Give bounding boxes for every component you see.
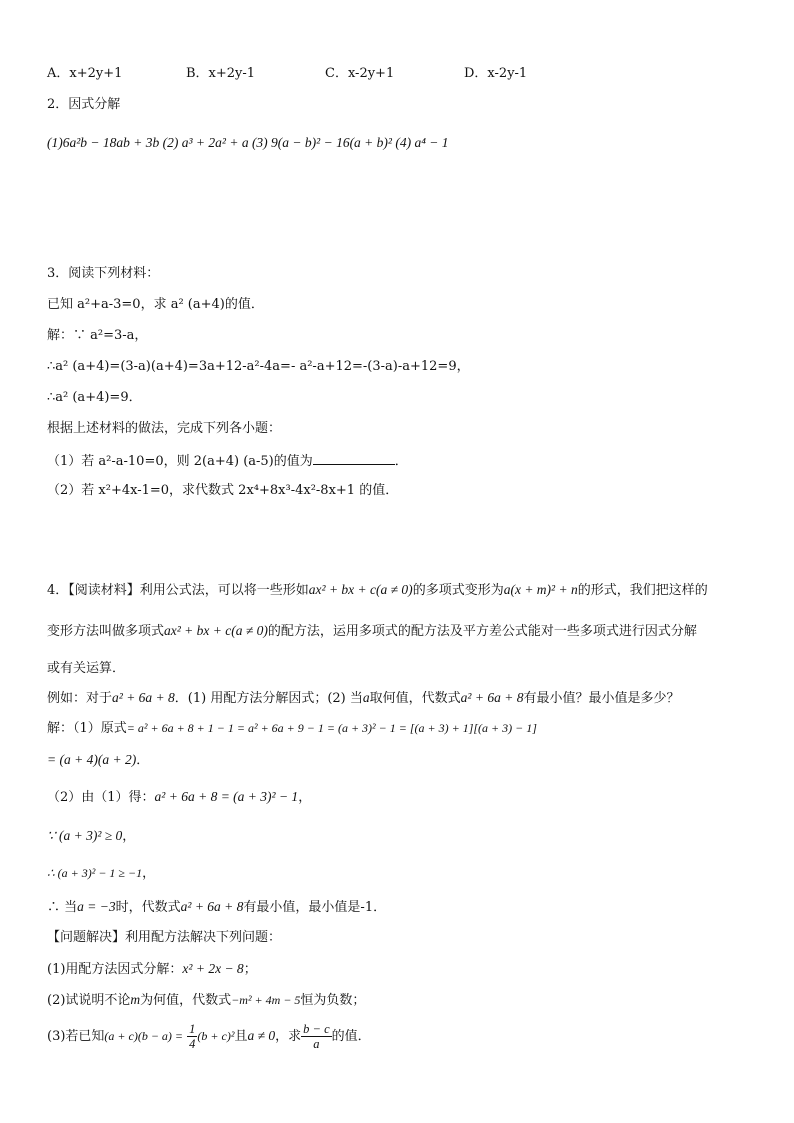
q3-given: 已知 a²+a-3=0，求 a² (a+4)的值． (47, 297, 264, 312)
q3-part-1 (47, 452, 408, 470)
q4-solution-4-math: ∴ (a + 3)² − 1 ≥ −1 (47, 866, 143, 880)
q4-intro-1-math-2: a(x + m)² + n (503, 582, 578, 597)
q4-solution-5-math-2: a² + 6a + 8 (180, 899, 244, 914)
q4-problem-3-math-1: (a + c)(b − a) = (104, 1029, 184, 1043)
q4-problem-3d: 的值． (331, 1029, 371, 1044)
q4-intro-3: 或有关运算． (47, 661, 126, 676)
fraction-b-minus-c-over-a (301, 1022, 331, 1051)
q3-instruction: 根据上述材料的做法，完成下列各小题： (47, 421, 282, 436)
q4-example-c: 取何值，代数式 (369, 691, 461, 706)
fraction-numerator: 1 (189, 1022, 196, 1036)
q3-solution-2: ∴a² (a+4)=(3-a)(a+4)=3a+12-a²-4a=- a²-a+12=-(3-a)-a+12=9， (47, 359, 470, 374)
q4-intro-2 (47, 623, 697, 640)
q4-solution-3 (47, 828, 135, 845)
q4-solution-1-math: = a² + 6a + 8 + 1 − 1 = a² + 6a + 9 − 1 = (a + 3)² − 1 = [(a + 3) + 1][(a + 3) − 1] (126, 721, 537, 735)
fraction-numerator: b − c (303, 1022, 330, 1036)
q2-title: 2．因式分解 (47, 97, 121, 112)
q4-problem-3c: ，求 (275, 1029, 302, 1044)
q4-example-math-1: a² + 6a + 8 (112, 690, 175, 705)
q4-solution-3-end: ， (122, 829, 136, 844)
q4-problem-3a: (3)若已知 (47, 1029, 105, 1044)
fraction-one-quarter (187, 1022, 197, 1051)
q4-intro-2b: 的配方法，运用多项式的配方法及平方差公式能对一些多项式进行因式分解 (267, 624, 697, 639)
q4-solution-1a: 解：（1）原式 (47, 721, 127, 736)
q4-intro-1 (47, 582, 708, 599)
q3-solution-3: ∴a² (a+4)=9． (47, 390, 142, 405)
q4-problem-2-math-2: −m² + 4m − 5 (231, 993, 301, 1007)
q4-intro-1c: 的形式，我们把这样的 (577, 583, 708, 598)
q4-solution-2-end: ， (298, 790, 312, 805)
q2-expression: (1)6a²b − 18ab + 3b (2) a³ + 2a² + a (3) 9(a − b)² − 16(a + b)² (4) a⁴ − 1 (47, 135, 449, 150)
q4-problem-2 (47, 992, 365, 1009)
q4-solution-2-math: a² + 6a + 8 = (a + 3)² − 1 (154, 789, 299, 804)
q4-solution-2a: （2）由（1）得： (47, 790, 155, 805)
option-c: C．x-2y+1 (325, 66, 395, 81)
q4-intro-1-math-1: ax² + bx + c(a ≠ 0) (308, 582, 413, 597)
q4-problem-title: 【问题解决】利用配方法解决下列问题： (47, 930, 282, 945)
q4-problem-3 (47, 1022, 371, 1051)
q4-example-a: 例如：对于 (47, 691, 113, 706)
q4-solution-5c: 有最小值，最小值是-1． (243, 900, 387, 915)
q4-intro-1a: 4．【阅读材料】利用公式法，可以将一些形如 (47, 583, 309, 598)
q4-example-b: ．(1) 用配方法分解因式；(2) 当 (174, 691, 363, 706)
option-d: D．x-2y-1 (464, 66, 528, 81)
fraction-denominator: a (313, 1037, 320, 1051)
answer-blank[interactable] (313, 452, 395, 465)
q4-problem-3-math-3: a ≠ 0 (247, 1028, 276, 1043)
q4-solution-5-math-1: a = −3 (77, 899, 116, 914)
q3-part-1-text: （1）若 a²-a-10=0，则 2(a+4) (a-5)的值为 (47, 454, 313, 469)
q4-solution-3-math: ∵ (a + 3)² ≥ 0 (47, 828, 123, 843)
q4-solution-4-end: ， (142, 866, 156, 881)
q4-solution-1b-end: ． (136, 753, 150, 768)
q4-problem-2a: (2)试说明不论 (47, 993, 131, 1008)
q3-part-2: （2）若 x²+4x-1=0，求代数式 2x⁴+8x³-4x²-8x+1 的值． (47, 483, 399, 498)
q4-solution-4 (47, 866, 155, 882)
q4-solution-5a: ∴ 当 (47, 900, 78, 915)
option-b: B．x+2y-1 (186, 66, 256, 81)
q4-intro-2-math: ax² + bx + c(a ≠ 0) (164, 623, 268, 638)
q4-problem-3-math-2: (b + c)² (197, 1029, 235, 1043)
q4-solution-5b: 时，代数式 (115, 900, 181, 915)
q4-solution-1 (47, 721, 537, 737)
option-a: A．x+2y+1 (47, 66, 123, 81)
q4-intro-2a: 变形方法叫做多项式 (47, 624, 165, 639)
q4-solution-1b (47, 752, 149, 769)
q4-problem-1-math: x² + 2x − 8 (182, 961, 244, 976)
q4-solution-1b-math: = (a + 4)(a + 2) (47, 752, 137, 767)
q4-problem-2b: 为何值，代数式 (140, 993, 232, 1008)
q4-solution-5 (47, 899, 386, 916)
q4-problem-2c: 恒为负数； (300, 993, 366, 1008)
q4-problem-1a: (1)用配方法因式分解： (47, 962, 183, 977)
q4-example-math-3: a² + 6a + 8 (460, 690, 524, 705)
q4-problem-1 (47, 961, 257, 978)
q4-solution-2 (47, 789, 311, 806)
q4-example-d: 有最小值？最小值是多少？ (523, 691, 680, 706)
q4-example (47, 690, 679, 707)
q4-problem-3b: 且 (234, 1029, 248, 1044)
q4-example-math-2: a (362, 690, 370, 705)
q3-title: 3．阅读下列材料： (47, 266, 160, 281)
q3-part-1-end: ． (394, 454, 408, 469)
fraction-denominator: 4 (189, 1037, 196, 1051)
q4-problem-2-math-1: m (130, 992, 141, 1007)
q4-problem-1-end: ； (243, 962, 257, 977)
q3-solution-1: 解：∵ a²=3-a， (47, 328, 148, 343)
q4-intro-1b: 的多项式变形为 (412, 583, 504, 598)
